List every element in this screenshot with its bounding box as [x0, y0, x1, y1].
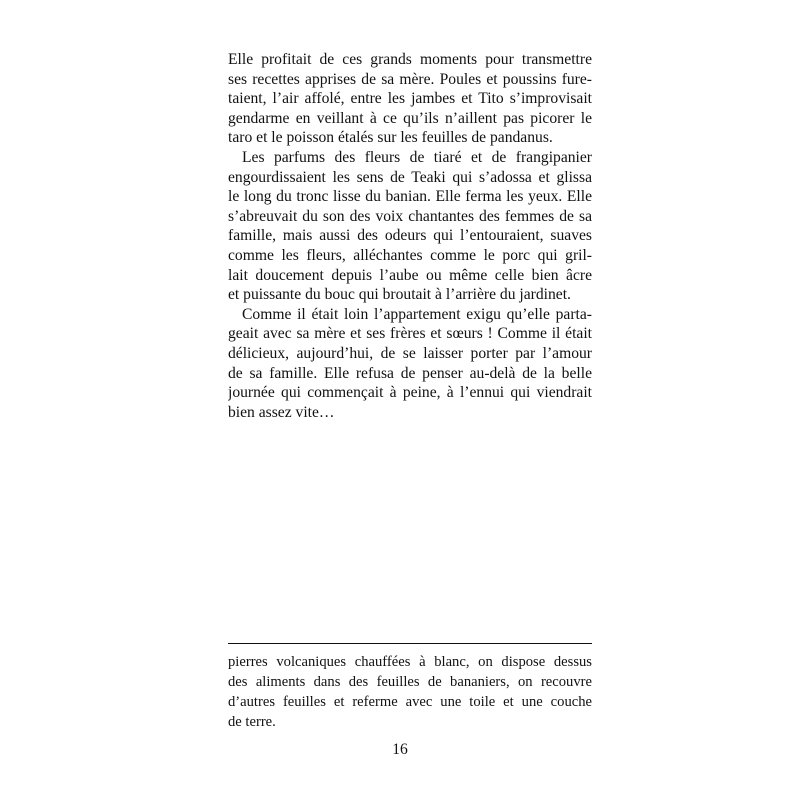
footnote-line: de terre. — [228, 714, 276, 730]
text-line: gendarme en veillant à ce qu’ils n’aillent pas picorer le — [228, 109, 592, 127]
footnote-line: des aliments dans des feuilles de bananiers, on recouvre — [228, 674, 592, 690]
text-line: taient, l’air affolé, entre les jambes et Tito s’improvisait — [228, 90, 592, 108]
text-line: le long du tronc lisse du banian. Elle ferma les yeux. Elle — [228, 188, 592, 206]
text-line: taro et le poisson étalés sur les feuilles de pandanus. — [228, 129, 553, 147]
text-line: et puissante du bouc qui broutait à l’arrière du jardinet. — [228, 286, 571, 304]
body-text — [228, 50, 592, 422]
text-line: journée qui commençait à peine, à l’ennui qui viendrait — [228, 384, 592, 402]
text-line: Comme il était loin l’appartement exigu qu’elle parta- — [242, 305, 592, 323]
text-line: lait doucement depuis l’aube ou même celle bien âcre — [228, 266, 592, 284]
text-line: Les parfums des fleurs de tiaré et de frangipanier — [242, 148, 592, 166]
text-line: Elle profitait de ces grands moments pour transmettre — [228, 51, 592, 68]
footnote-divider — [228, 643, 592, 644]
text-line: délicieux, aujourd’hui, de se laisser porter par l’amour — [228, 344, 592, 362]
footnote-line: pierres volcaniques chauffées à blanc, on dispose dessus — [228, 654, 592, 670]
text-line: de sa famille. Elle refusa de penser au-delà de la belle — [228, 364, 592, 382]
text-line: engourdissaient les sens de Teaki qui s’adossa et glissa — [228, 168, 592, 186]
text-line: ses recettes apprises de sa mère. Poules et poussins fure- — [228, 70, 592, 88]
text-line: geait avec sa mère et ses frères et sœurs ! Comme il était — [228, 325, 592, 343]
text-line: s’abreuvait du son des voix chantantes des femmes de sa — [228, 207, 592, 225]
text-line: comme les fleurs, alléchantes comme le porc qui gril- — [228, 246, 592, 264]
text-line: bien assez vite… — [228, 403, 335, 421]
footnote-line: d’autres feuilles et referme avec une toile et une couche — [228, 694, 592, 710]
page-number: 16 — [392, 741, 408, 758]
text-line: famille, mais aussi des odeurs qui l’entouraient, suaves — [228, 227, 592, 245]
footnote — [228, 652, 592, 732]
